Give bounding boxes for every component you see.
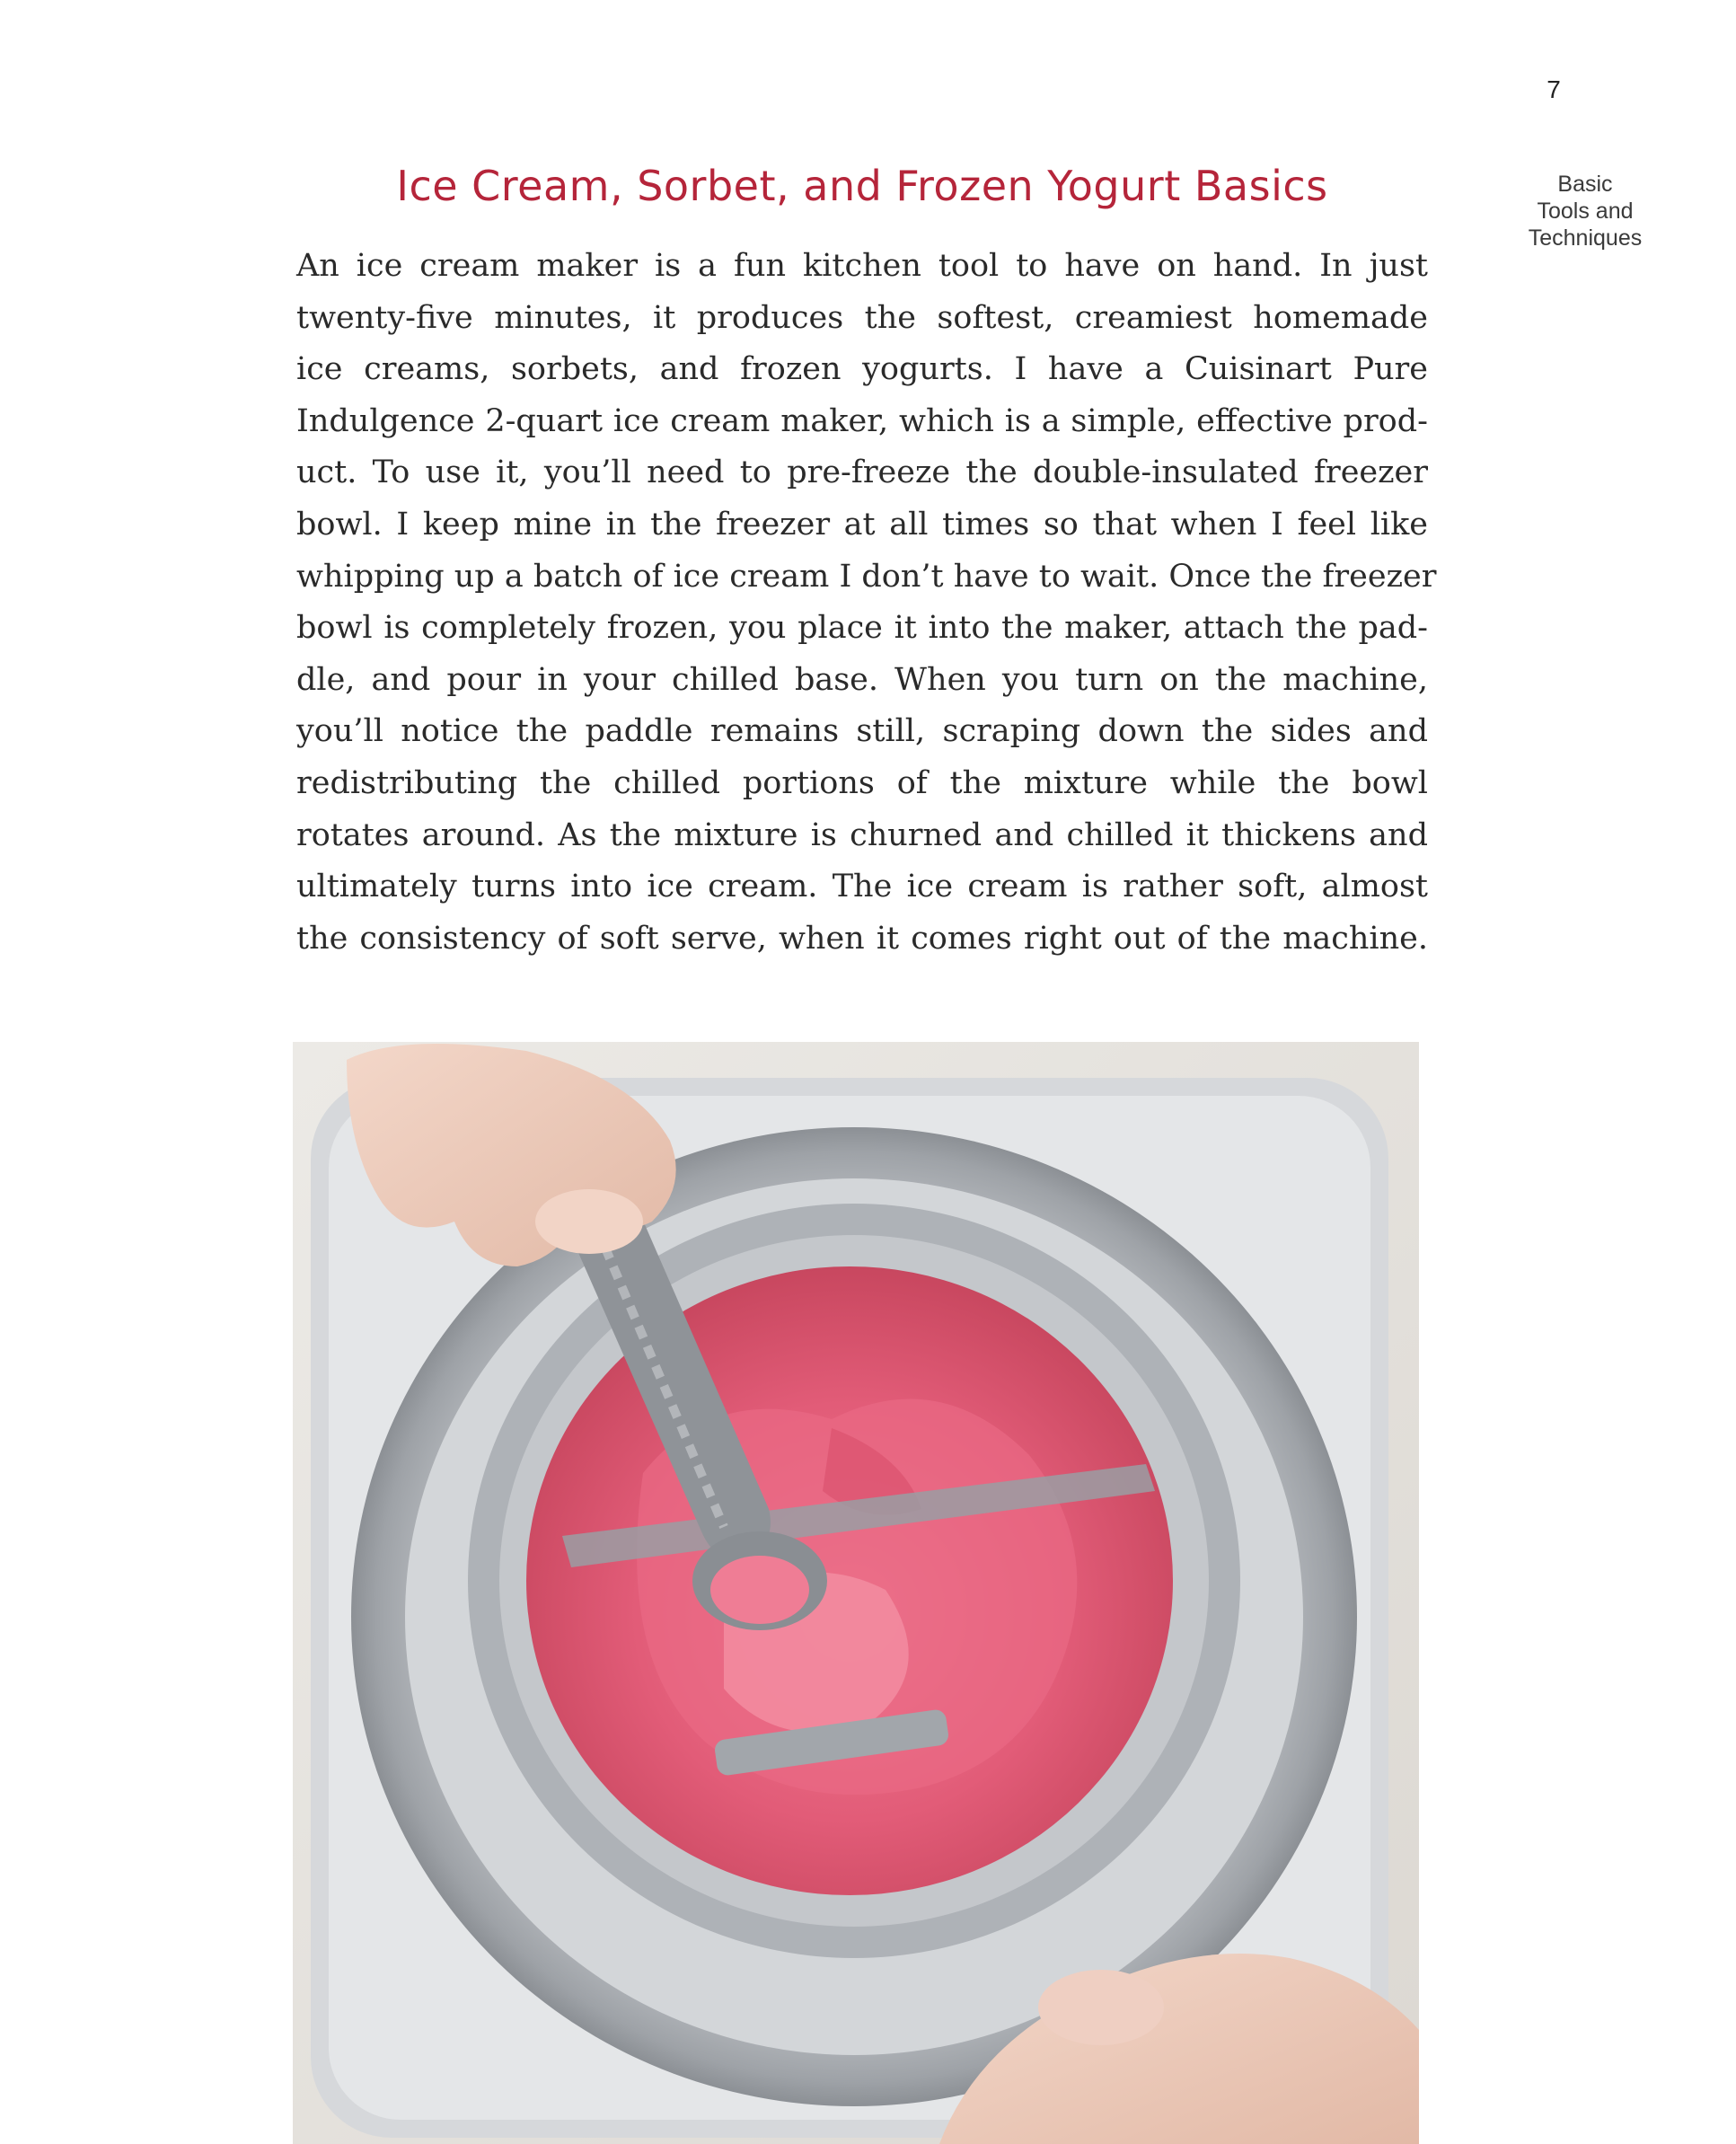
paragraph-line: bowl. I keep mine in the freezer at all times so that when I feel like: [296, 506, 1428, 543]
paragraph-line: Indulgence 2-quart ice cream maker, which is a simple, effective prod-: [296, 402, 1428, 439]
paragraph-line: ultimately turns into ice cream. The ice cream is rather soft, almost: [296, 869, 1428, 905]
paragraph-line: bowl is completely frozen, you place it into the maker, attach the pad-: [296, 610, 1428, 647]
paragraph-line: whipping up a batch of ice cream I don’t have to wait. Once the freezer: [296, 558, 1437, 595]
paragraph-line: twenty-five minutes, it produces the softest, creamiest homemade: [296, 299, 1428, 336]
body-paragraph: [296, 241, 1437, 965]
ice-cream-maker-photo: [293, 1042, 1419, 2144]
side-tab-line: Techniques: [1528, 225, 1643, 251]
chapter-side-tab: [1491, 171, 1679, 251]
side-tab-line: Basic: [1557, 172, 1613, 197]
paragraph-line: dle, and pour in your chilled base. When you turn on the machine,: [296, 661, 1428, 698]
paragraph-line: An ice cream maker is a fun kitchen tool to have on hand. In just: [296, 248, 1428, 284]
paragraph-line: ice creams, sorbets, and frozen yogurts. I have a Cuisinart Pure: [296, 351, 1428, 388]
section-title: Ice Cream, Sorbet, and Frozen Yogurt Basics: [396, 162, 1328, 210]
paragraph-line: rotates around. As the mixture is churned and chilled it thickens and: [296, 816, 1428, 853]
paragraph-line: you’ll notice the paddle remains still, scraping down the sides and: [296, 713, 1428, 750]
side-tab-line: Tools and: [1537, 199, 1634, 224]
page-number: 7: [1547, 75, 1561, 103]
paragraph-line: redistributing the chilled portions of the mixture while the bowl: [296, 764, 1428, 801]
paragraph-line: uct. To use it, you’ll need to pre-freeze the double-insulated freezer: [296, 454, 1428, 491]
paragraph-line: the consistency of soft serve, when it comes right out of the machine.: [296, 920, 1428, 957]
